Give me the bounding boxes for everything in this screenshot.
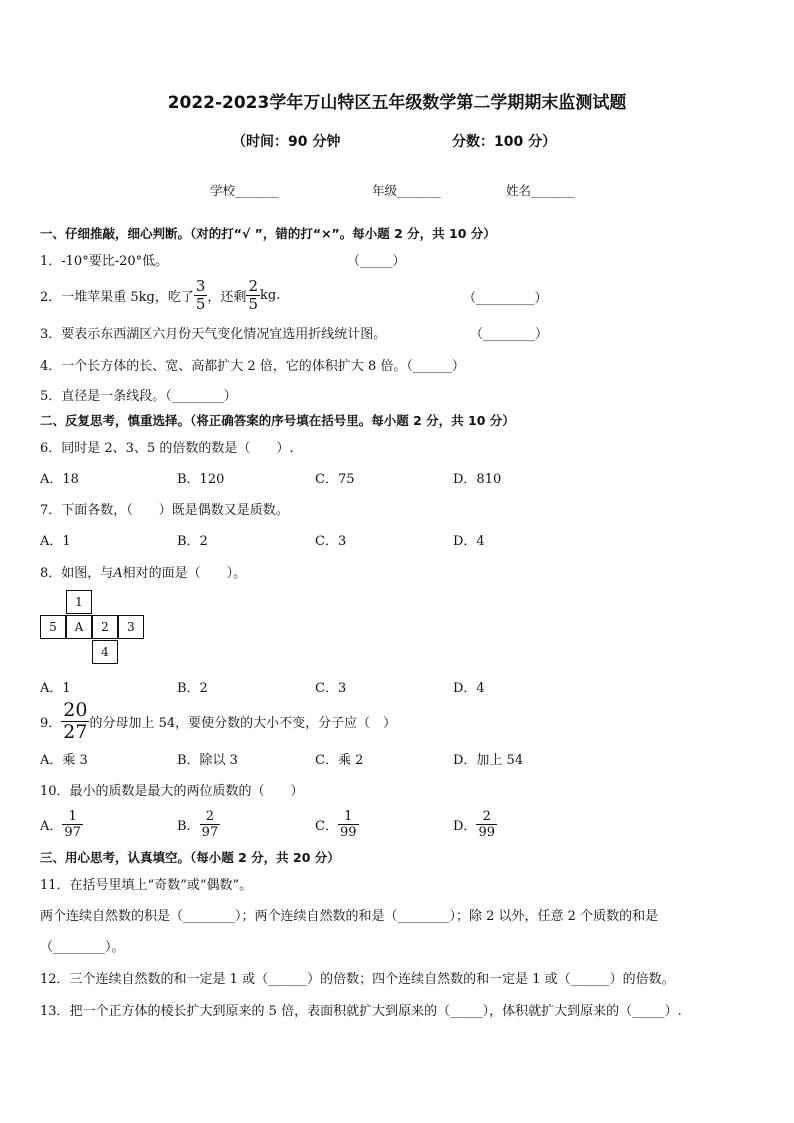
question-4: 4．一个长方体的长、宽、高都扩大 2 倍，它的体积扩大 8 倍。（______） xyxy=(40,359,465,374)
q8-option-c[interactable]: C．3 xyxy=(315,681,347,696)
q8-option-d[interactable]: D．4 xyxy=(453,681,485,696)
question-8 xyxy=(40,562,246,581)
question-13: 13．把一个正方体的棱长扩大到原来的 5 倍，表面积就扩大到原来的（_____），体积就扩大到原来的（_____）. xyxy=(40,1004,682,1019)
fraction-two-fifths xyxy=(246,276,260,313)
q6-option-d[interactable]: D．810 xyxy=(453,472,502,487)
q6-option-b[interactable]: B．120 xyxy=(177,472,225,487)
fraction-numerator: 1 xyxy=(338,810,359,825)
option-label: D． xyxy=(453,818,477,834)
question-9-text: 的分母加上 54，要使分数的大小不变，分子应（ ） xyxy=(89,715,397,731)
option-fraction xyxy=(62,810,83,839)
q10-option-d[interactable] xyxy=(453,806,497,842)
score-label: 分数：100 分） xyxy=(452,134,557,150)
question-2-blank[interactable]: （_________） xyxy=(463,291,548,306)
question-11-line-2: （________）。 xyxy=(40,940,125,955)
fraction-denominator: 99 xyxy=(339,824,357,840)
q8-option-a[interactable]: A．1 xyxy=(40,681,71,696)
question-3: 3．要表示东西湖区六月份天气变化情况宜选用折线统计图。 xyxy=(40,327,387,342)
option-fraction xyxy=(200,810,221,839)
question-10: 10．最小的质数是最大的两位质数的（ ） xyxy=(40,784,304,799)
name-field[interactable]: 姓名_______ xyxy=(506,183,575,198)
q7-option-d[interactable]: D．4 xyxy=(453,534,485,549)
question-7: 7．下面各数，（ ）既是偶数又是质数。 xyxy=(40,503,289,518)
fraction-numerator: 20 xyxy=(63,698,88,721)
net-face-5: 5 xyxy=(40,615,66,639)
page-title: 2022-2023学年万山特区五年级数学第二学期期末监测试题 xyxy=(167,93,627,113)
question-9 xyxy=(40,699,396,743)
question-1: 1．-10°要比-20°低。 xyxy=(40,254,169,269)
option-fraction xyxy=(476,810,497,839)
fraction-numerator: 2 xyxy=(200,810,221,825)
time-label: （时间：90 分钟 xyxy=(232,134,341,150)
question-1-blank[interactable]: （_____） xyxy=(347,254,406,269)
question-9-number: 9． xyxy=(40,715,62,731)
fraction-denominator: 97 xyxy=(64,824,81,840)
q9-option-d[interactable]: D．加上 54 xyxy=(453,753,524,768)
question-2-unit: kg. xyxy=(259,287,281,303)
option-label: A． xyxy=(40,818,63,834)
question-2-text: 2．一堆苹果重 5kg，吃了 xyxy=(40,289,194,305)
cube-net-figure xyxy=(40,590,144,664)
q10-option-a[interactable] xyxy=(40,806,83,842)
option-fraction xyxy=(338,810,359,839)
q9-option-c[interactable]: C．乘 2 xyxy=(315,753,364,768)
net-face-a: A xyxy=(66,615,92,639)
q10-option-c[interactable] xyxy=(315,806,359,842)
fraction-three-fifths xyxy=(194,276,208,313)
net-face-2: 2 xyxy=(92,615,118,639)
fraction-denominator: 97 xyxy=(201,824,219,840)
question-2-mid: ，还剩 xyxy=(207,289,247,305)
option-label: B． xyxy=(177,818,200,834)
q7-option-c[interactable]: C．3 xyxy=(315,534,347,549)
question-3-blank[interactable]: （________） xyxy=(470,327,549,342)
school-field[interactable]: 学校_______ xyxy=(210,183,279,198)
q7-option-b[interactable]: B．2 xyxy=(177,534,208,549)
question-8-variable: A xyxy=(113,566,123,581)
question-11-line-1: 两个连续自然数的积是（________）；两个连续自然数的和是（________）；除 2 以外，任意 2 个质数的和是 xyxy=(40,909,659,924)
fraction-denominator: 99 xyxy=(478,824,495,840)
section-3-heading: 三、用心思考，认真填空。（每小题 2 分，共 20 分） xyxy=(40,850,340,865)
question-8-post: 相对的面是（ ）。 xyxy=(122,566,247,581)
question-6: 6．同时是 2、3、5 的倍数的数是（ ）. xyxy=(40,441,294,456)
q6-option-c[interactable]: C．75 xyxy=(315,472,355,487)
q10-option-b[interactable] xyxy=(177,806,220,842)
question-11: 11．在括号里填上“奇数”或“偶数”。 xyxy=(40,878,253,893)
net-face-3: 3 xyxy=(118,615,144,639)
fraction-numerator: 2 xyxy=(248,276,258,295)
section-1-heading: 一、仔细推敲，细心判断。（对的打“√ ”，错的打“×”。每小题 2 分，共 10 分） xyxy=(40,226,496,241)
fraction-numerator: 1 xyxy=(62,810,83,825)
question-5: 5．直径是一条线段。（________） xyxy=(40,389,237,404)
q7-option-a[interactable]: A．1 xyxy=(40,534,71,549)
section-2-heading: 二、反复思考，慎重选择。（将正确答案的序号填在括号里。每小题 2 分，共 10 分） xyxy=(40,413,515,428)
net-face-1: 1 xyxy=(66,590,92,614)
q9-option-b[interactable]: B．除以 3 xyxy=(177,753,238,768)
fraction-denominator: 5 xyxy=(248,294,258,313)
grade-field[interactable]: 年级_______ xyxy=(372,183,441,198)
q9-option-a[interactable]: A．乘 3 xyxy=(40,753,88,768)
fraction-twenty-twentysevenths xyxy=(61,698,89,743)
fraction-denominator: 27 xyxy=(63,720,88,743)
question-8-pre: 8．如图，与 xyxy=(40,566,114,581)
option-label: C． xyxy=(315,818,338,834)
q6-option-a[interactable]: A．18 xyxy=(40,472,79,487)
q8-option-b[interactable]: B．2 xyxy=(177,681,208,696)
question-2 xyxy=(40,277,280,313)
fraction-denominator: 5 xyxy=(195,294,206,313)
fraction-numerator: 2 xyxy=(476,810,497,825)
question-12: 12．三个连续自然数的和一定是 1 或（______）的倍数；四个连续自然数的和一定是 1 或（______）的倍数。 xyxy=(40,972,675,987)
net-face-4: 4 xyxy=(92,640,118,664)
fraction-numerator: 3 xyxy=(195,276,206,295)
